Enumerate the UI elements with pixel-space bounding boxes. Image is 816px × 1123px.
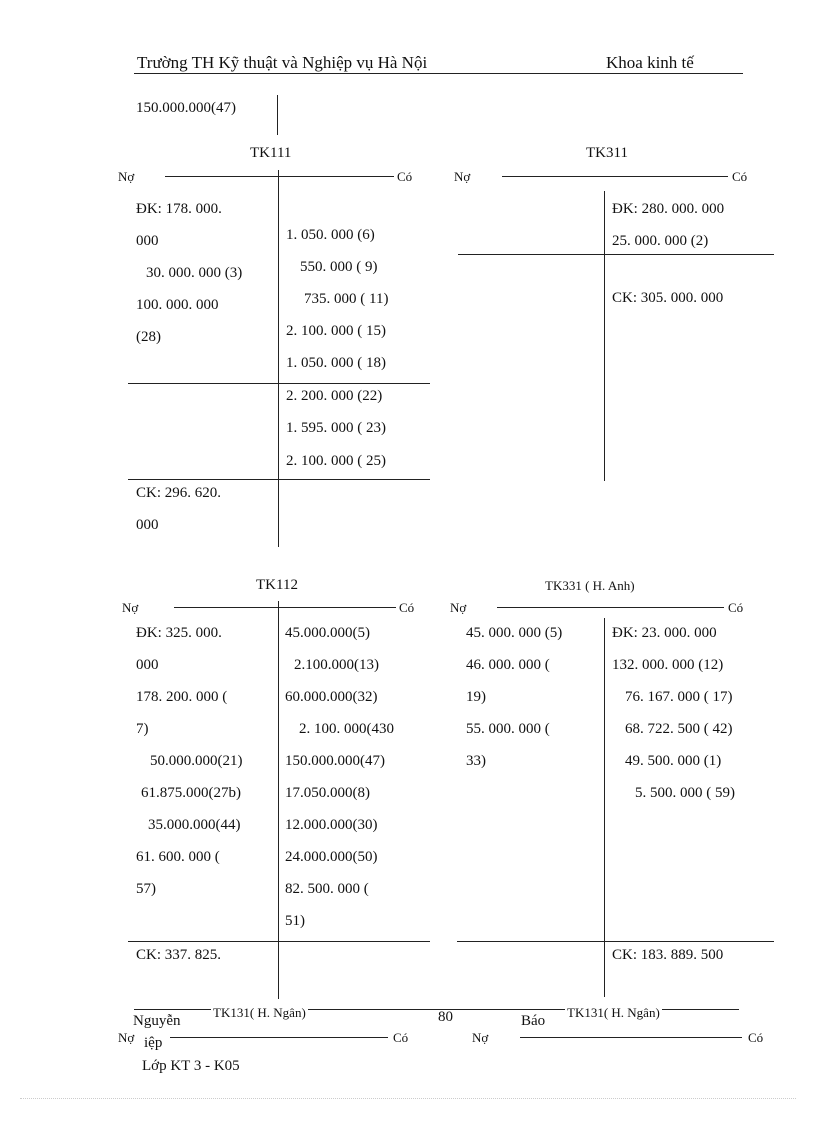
tk311-credit-label: Có — [732, 169, 748, 184]
tk112-right-1: 2.100.000(13) — [294, 657, 379, 673]
tk112-left-2: 178. 200. 000 ( — [136, 689, 228, 705]
tk112-right-9: 51) — [285, 913, 305, 929]
tk131b-top-rule — [520, 1037, 742, 1038]
footer-author: Nguyễn — [133, 1013, 181, 1029]
tk111-right-1: 550. 000 ( 9) — [300, 259, 378, 275]
tk112-right-7: 24.000.000(50) — [285, 849, 378, 865]
tk311-mid-rule — [458, 254, 774, 255]
header-rule — [134, 73, 743, 74]
tk331-right-3: 68. 722. 500 ( 42) — [625, 721, 733, 737]
tk112-right-6: 12.000.000(30) — [285, 817, 378, 833]
page-edge — [20, 1098, 796, 1099]
footer-class: Lớp KT 3 - K05 — [142, 1058, 240, 1074]
tk311-right-0: ĐK: 280. 000. 000 — [612, 201, 725, 217]
tk131b-debit-label: Nợ — [472, 1030, 489, 1045]
tk131b-title: TK131( H. Ngân) — [567, 1005, 660, 1020]
tk131a-debit-label: Nợ — [118, 1030, 135, 1045]
tk331-closing: CK: 183. 889. 500 — [612, 947, 724, 963]
tk111-closing-0: CK: 296. 620. — [136, 485, 222, 501]
header-dept: Khoa kinh tế — [606, 53, 694, 72]
tk111-right-5: 2. 200. 000 (22) — [286, 388, 383, 404]
tk111-top-rule — [165, 176, 394, 177]
tk111-mid-rule — [128, 383, 430, 384]
tk331-debit-label: Nợ — [450, 600, 467, 615]
tk111-debit-label: Nợ — [118, 169, 135, 184]
tk111-closing-1: 000 — [136, 517, 159, 533]
tk131b-credit-label: Có — [748, 1030, 764, 1045]
tk111-credit-label: Có — [397, 169, 413, 184]
tk331-left-0: 45. 000. 000 (5) — [466, 625, 563, 641]
tk131a-credit-label: Có — [393, 1030, 409, 1045]
tk112-right-8: 82. 500. 000 ( — [285, 881, 369, 897]
tk111-divider — [278, 170, 279, 547]
tk311-debit-label: Nợ — [454, 169, 471, 184]
tk111-right-6: 1. 595. 000 ( 23) — [286, 420, 386, 436]
tk331-bottom-rule — [457, 941, 774, 942]
tk331-left-1: 46. 000. 000 ( — [466, 657, 550, 673]
tk111-left-0: ĐK: 178. 000. — [136, 201, 222, 217]
tk112-right-2: 60.000.000(32) — [285, 689, 378, 705]
tk331-left-3: 55. 000. 000 ( — [466, 721, 550, 737]
tk112-closing: CK: 337. 825. — [136, 947, 222, 963]
tk112-left-5: 61.875.000(27b) — [141, 785, 241, 801]
tk112-left-4: 50.000.000(21) — [150, 753, 243, 769]
tk112-right-4: 150.000.000(47) — [285, 753, 385, 769]
tk111-bottom-rule — [128, 479, 430, 480]
tk112-left-1: 000 — [136, 657, 159, 673]
tk111-right-2: 735. 000 ( 11) — [304, 291, 389, 307]
tk112-debit-label: Nợ — [122, 600, 139, 615]
tk112-left-3: 7) — [136, 721, 149, 737]
tk112-left-0: ĐK: 325. 000. — [136, 625, 222, 641]
tk331-top-rule — [497, 607, 724, 608]
footer-author-2: iệp — [144, 1035, 163, 1051]
tk311-title: TK311 — [586, 145, 628, 161]
tk331-credit-label: Có — [728, 600, 744, 615]
tk111-left-1: 000 — [136, 233, 159, 249]
tk112-top-rule — [174, 607, 396, 608]
tk112-right-3: 2. 100. 000(430 — [299, 721, 394, 737]
header-school: Trường TH Kỹ thuật và Nghiệp vụ Hà Nội — [137, 53, 428, 72]
tk112-bottom-rule — [128, 941, 430, 942]
tk131a-top-rule — [170, 1037, 388, 1038]
tk111-title: TK111 — [250, 145, 292, 161]
tk111-right-0: 1. 050. 000 (6) — [286, 227, 375, 243]
tk111-left-4: (28) — [136, 329, 161, 345]
tk111-right-4: 1. 050. 000 ( 18) — [286, 355, 386, 371]
tk111-left-2: 30. 000. 000 (3) — [146, 265, 243, 281]
tk331-right-5: 5. 500. 000 ( 59) — [635, 785, 735, 801]
tk311-closing: CK: 305. 000. 000 — [612, 290, 724, 306]
tk112-right-0: 45.000.000(5) — [285, 625, 370, 641]
tk112-credit-label: Có — [399, 600, 415, 615]
footer-page-number: 80 — [438, 1009, 453, 1025]
tk112-right-5: 17.050.000(8) — [285, 785, 370, 801]
tk111-left-3: 100. 000. 000 — [136, 297, 219, 313]
carry-over: 150.000.000(47) — [136, 100, 236, 116]
tk331-right-0: ĐK: 23. 000. 000 — [612, 625, 717, 641]
tk112-left-7: 61. 600. 000 ( — [136, 849, 220, 865]
tk112-left-8: 57) — [136, 881, 156, 897]
tk112-divider — [278, 601, 279, 999]
tk112-left-6: 35.000.000(44) — [148, 817, 241, 833]
tk331-left-4: 33) — [466, 753, 486, 769]
tk311-top-rule — [502, 176, 728, 177]
tk111-right-3: 2. 100. 000 ( 15) — [286, 323, 386, 339]
tk331-right-4: 49. 500. 000 (1) — [625, 753, 722, 769]
tk331-title: TK331 ( H. Anh) — [545, 578, 635, 593]
carry-over-divider — [277, 95, 278, 135]
footer-report: Báo — [521, 1013, 546, 1029]
tk111-right-7: 2. 100. 000 ( 25) — [286, 453, 386, 469]
tk112-title: TK112 — [256, 577, 298, 593]
tk331-right-1: 132. 000. 000 (12) — [612, 657, 724, 673]
tk331-right-2: 76. 167. 000 ( 17) — [625, 689, 733, 705]
tk131a-title: TK131( H. Ngân) — [213, 1005, 306, 1020]
tk311-divider — [604, 191, 605, 481]
tk311-right-1: 25. 000. 000 (2) — [612, 233, 709, 249]
tk331-left-2: 19) — [466, 689, 486, 705]
